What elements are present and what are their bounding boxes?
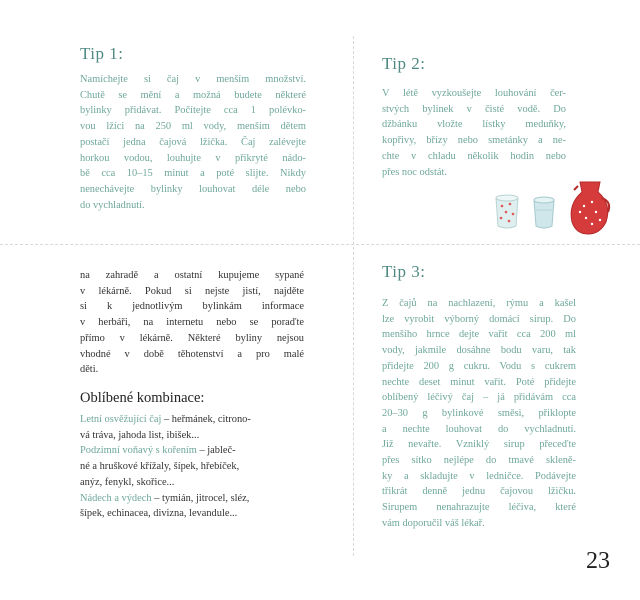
combo-line (80, 491, 304, 507)
tip3-line: a nechte louhovat do vychladnutí. (382, 423, 576, 435)
combo-desc: – jableč- (196, 445, 236, 457)
tip3-line: lze vyrobit výborný domácí sirup. Do (382, 313, 576, 325)
continued-line: děti. (80, 364, 99, 376)
tip1-line: vou lžíci na 250 ml vody, menším dětem (80, 121, 306, 133)
continued-line: vhodné v době těhotenství a pro malé (80, 348, 304, 360)
continued-line: na zahradě a ostatní kupujeme sypané (80, 270, 304, 281)
horizontal-divider (0, 244, 640, 245)
combo-desc: – tymián, jitrocel, sléz, (151, 492, 250, 504)
tip1-line: nenechávejte bylinky louhovat déle nebo (80, 183, 306, 195)
combo-line (80, 412, 304, 428)
tip1-line: bylinky přidávat. Počítejte cca 1 polévko- (80, 105, 306, 117)
tip3-line: vody, jakmile dosáhne bodu varu, tak (382, 345, 576, 357)
continued-line: si k jednotlivým bylinkám informace (80, 301, 304, 313)
favorites-list (80, 412, 304, 522)
continued-line: v lékárně. Pokud si nejste jistí, najděte (80, 285, 304, 297)
tip3-line: oblíbený léčivý čaj – já přidávám cca (382, 392, 576, 404)
continued-line: v herbáři, na internetu nebo se poraďte (80, 317, 304, 329)
combo-line: né a hruškové křížaly, šípek, hřebíček, (80, 461, 240, 473)
page-number: 23 (586, 548, 610, 574)
tip3-line: Sirupem nenahrazujte léčiva, které (382, 502, 576, 514)
vertical-divider (353, 36, 354, 556)
tip3-line: třikrát denně jednu čajovou lžičku. (382, 486, 576, 498)
combo-name: Nádech a výdech (80, 492, 152, 504)
tip3-line: přidejte 200 g cukru. Vodu s cukrem (382, 360, 576, 372)
combo-line (80, 443, 304, 459)
tip3-line: Z čajů na nachlazení, rýmu a kašel (382, 298, 576, 309)
combo-name: Letní osvěžující čaj (80, 414, 162, 425)
combo-line: vá tráva, jahoda list, ibišek... (80, 429, 200, 441)
tip1-line: horkou vodou, louhujte v přikryté nádo- (80, 152, 306, 164)
tip3-line: přes sítko nejlépe do tmavé skleně- (382, 455, 576, 467)
tip2-line: džbánku vložte lístky meduňky, (382, 119, 566, 131)
tip3-line: Již nevařte. Vzniklý sirup přeceďte (382, 439, 576, 451)
tip1-line: postačí jedna čajová lžička. Čaj zalévejte (80, 136, 306, 148)
cups-and-jug-illustration (492, 176, 614, 236)
tip3-line: 20–30 g bylinkové směsi, přiklopte (382, 407, 576, 419)
tip2-line: přes noc odstát. (382, 166, 447, 178)
continued-line: přímo v lékárně. Některé byliny nejsou (80, 332, 304, 344)
tip3-line: vám doporučil váš lékař. (382, 517, 485, 529)
tip3-title: Tip 3: (382, 262, 426, 281)
tip2-line: V létě vyzkoušejte louhování čer- (382, 88, 566, 99)
combo-desc: – heřmánek, citrono- (161, 414, 251, 425)
tip1-line: Namíchejte si čaj v menším množství. (80, 74, 306, 85)
tip2-text (382, 86, 566, 180)
tip1-title: Tip 1: (80, 44, 124, 63)
tip3-line: nechte deset minut vařit. Poté přidejte (382, 376, 576, 388)
combo-line: anýz, fenykl, skořice... (80, 476, 175, 488)
tip2-line: chte v chladu několik hodin nebo (382, 150, 566, 162)
tip3-line: ky a skladujte v ledničce. Podávejte (382, 470, 576, 482)
tip3-text (382, 296, 576, 532)
tip3-line: menšího hrnce dejte vařit cca 200 ml (382, 329, 576, 341)
tip1-line: do vychladnutí. (80, 199, 145, 211)
dotted-cup-icon (496, 195, 518, 228)
continued-text (80, 268, 304, 378)
red-jug-icon (571, 182, 609, 234)
tip1-line: Chutě se mění a možná budete některé (80, 89, 306, 101)
tip1-line: bě cca 10–15 minut a poté slijte. Nikdy (80, 168, 306, 180)
combo-name: Podzimní voňavý s kořením (80, 445, 197, 457)
tip1-text (80, 72, 306, 213)
tip2-line: stvých bylinek v čisté vodě. Do (382, 103, 566, 115)
favorites-heading: Oblíbené kombinace: (80, 390, 205, 406)
combo-line: šípek, echinacea, divizna, levandule... (80, 508, 238, 520)
tip2-line: kopřivy, břízy nebo smetánky a ne- (382, 135, 566, 147)
glass-cup-icon (534, 197, 554, 228)
tip2-title: Tip 2: (382, 54, 426, 73)
